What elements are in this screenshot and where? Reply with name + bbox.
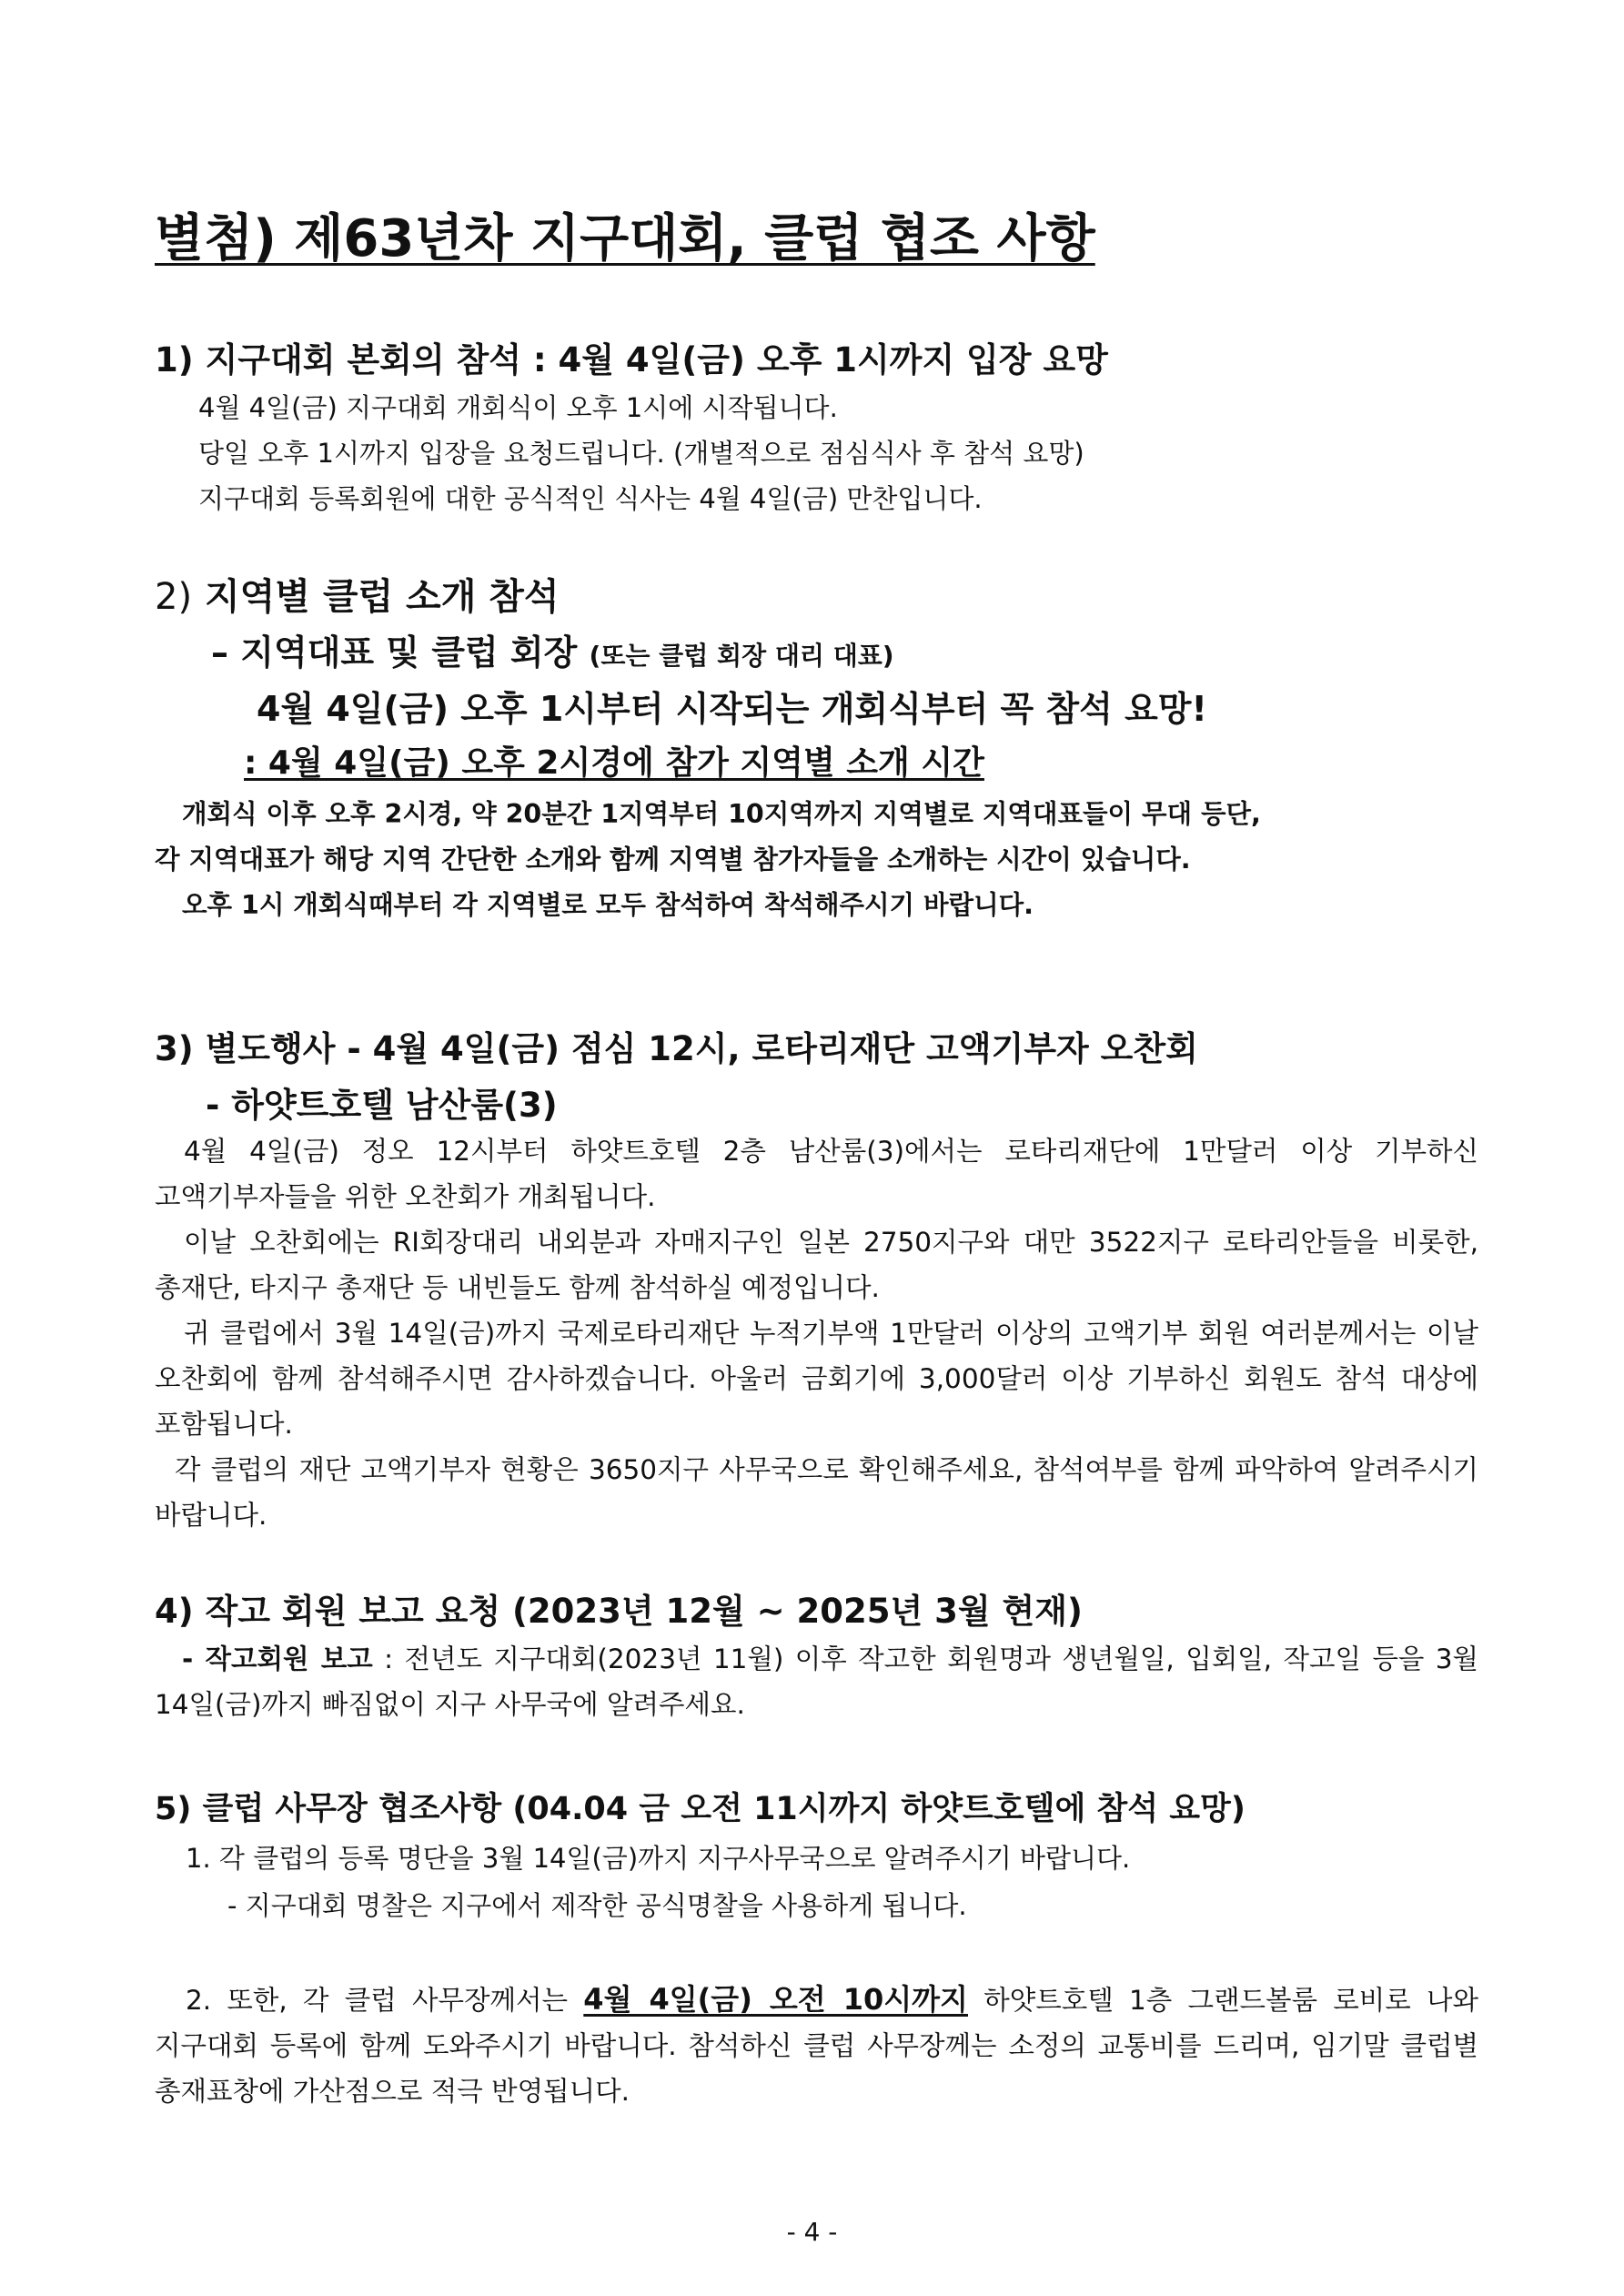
section-4-lead: - 작고회원 보고 [182,1644,373,1674]
page-number: - 4 - [786,2217,838,2247]
section-2-body-line: 오후 1시 개회식때부터 각 지역별로 모두 참석하여 착석해주시기 바랍니다. [182,890,1034,920]
section-3-paragraph: 각 클럽의 재단 고액기부자 현황은 3650지구 사무국으로 확인해주세요, 참석여부를 함께 파악하여 알려주시기 바랍니다. [155,1454,1478,1531]
section-1-line: 4월 4일(금) 지구대회 개회식이 오후 1시에 시작됩니다. [198,392,838,423]
section-5-heading: 5) 클럽 사무장 협조사항 (04.04 금 오전 11시까지 하얏트호텔에 참석 요망) [155,1791,1246,1827]
section-3-paragraph: 귀 클럽에서 3월 14일(금)까지 국제로타리재단 누적기부액 1만달러 이상의 고액기부 회원 여러분께서는 이날 오찬회에 함께 참석해주시면 감사하겠습니다. 아울러 금회기에 3,000달러 이상 기부하신 회원도 참석 대상에 포함됩니다. [155,1318,1478,1440]
section-4-text: : 전년도 지구대회(2023년 11월) 이후 작고한 회원명과 생년월일, 입회일, 작고일 등을 3월 14일(금)까지 빠짐없이 지구 사무국에 알려주세요. [155,1644,1478,1720]
section-2-number: 2) [155,576,193,618]
section-5-item-2 [155,1977,1478,2114]
section-2-body-line: 각 지역대표가 해당 지역 간단한 소개와 함께 지역별 참가자들을 소개하는 시간이 있습니다. [155,845,1191,875]
section-3-heading: 3) 별도행사 - 4월 4일(금) 점심 12시, 로타리재단 고액기부자 오찬회 [155,1029,1198,1068]
section-5-item-1: 1. 각 클럽의 등록 명단을 3월 14일(금)까지 지구사무국으로 알려주시기 바랍니다. [186,1843,1131,1874]
section-3-paragraph: 4월 4일(금) 정오 12시부터 하얏트호텔 2층 남산룸(3)에서는 로타리재단에 1만달러 이상 기부하신 고액기부자들을 위한 오찬회가 개최됩니다. [155,1136,1478,1212]
section-5-item-2-post: 하얏트호텔 1층 그랜드볼룸 로비로 나와 지구대회 등록에 함께 도와주시기 바랍니다. 참석하신 클럽 사무장께는 소정의 교통비를 드리며, 임기말 클럽별 총재표창에 가산점으로 적극 반영됩니다. [155,1985,1479,2107]
section-5-item-1-note: - 지구대회 명찰은 지구에서 제작한 공식명찰을 사용하게 됩니다. [227,1890,967,1921]
section-2-subheading-main: – 지역대표 및 클럽 회장 [211,632,578,673]
section-4-heading: 4) 작고 회원 보고 요청 (2023년 12월 ~ 2025년 3월 현재) [155,1592,1083,1631]
section-5-item-2-emphasis: 4월 4일(금) 오전 10시까지 [583,1982,968,2017]
section-3-paragraph: 이날 오찬회에는 RI회장대리 내외분과 자매지구인 일본 2750지구와 대만 3522지구 로타리안들을 비롯한, 총재단, 타지구 총재단 등 내빈들도 함께 참석하실 예정입니다. [155,1227,1478,1303]
section-4-paragraph [155,1636,1478,1727]
section-1-line: 지구대회 등록회원에 대한 공식적인 식사는 4월 4일(금) 만찬입니다. [198,483,983,514]
section-2-body-line: 개회식 이후 오후 2시경, 약 20분간 1지역부터 10지역까지 지역별로 지역대표들이 무대 등단, [182,799,1261,829]
section-1-heading: 1) 지구대회 본회의 참석 : 4월 4일(금) 오후 1시까지 입장 요망 [155,340,1108,379]
section-2-subheading-note: (또는 클럽 회장 대리 대표) [589,641,894,671]
section-2-notice: 4월 4일(금) 오후 1시부터 시작되는 개회식부터 꼭 참석 요망! [257,689,1207,729]
section-3-subheading: - 하얏트호텔 남산룸(3) [206,1086,558,1125]
section-1-line: 당일 오후 1시까지 입장을 요청드립니다. (개별적으로 점심식사 후 참석 요망) [198,438,1084,469]
section-5-item-2-pre: 2. 또한, 각 클럽 사무장께서는 [186,1985,584,2016]
section-2-subheading [211,624,894,674]
page-title: 별첨) 제63년차 지구대회, 클럽 협조 사항 [155,209,1095,268]
section-2-title: 지역별 클럽 소개 참석 [205,576,560,618]
section-2-schedule: : 4월 4일(금) 오후 2시경에 참가 지역별 소개 시간 [244,744,984,782]
section-2-heading [155,568,560,620]
